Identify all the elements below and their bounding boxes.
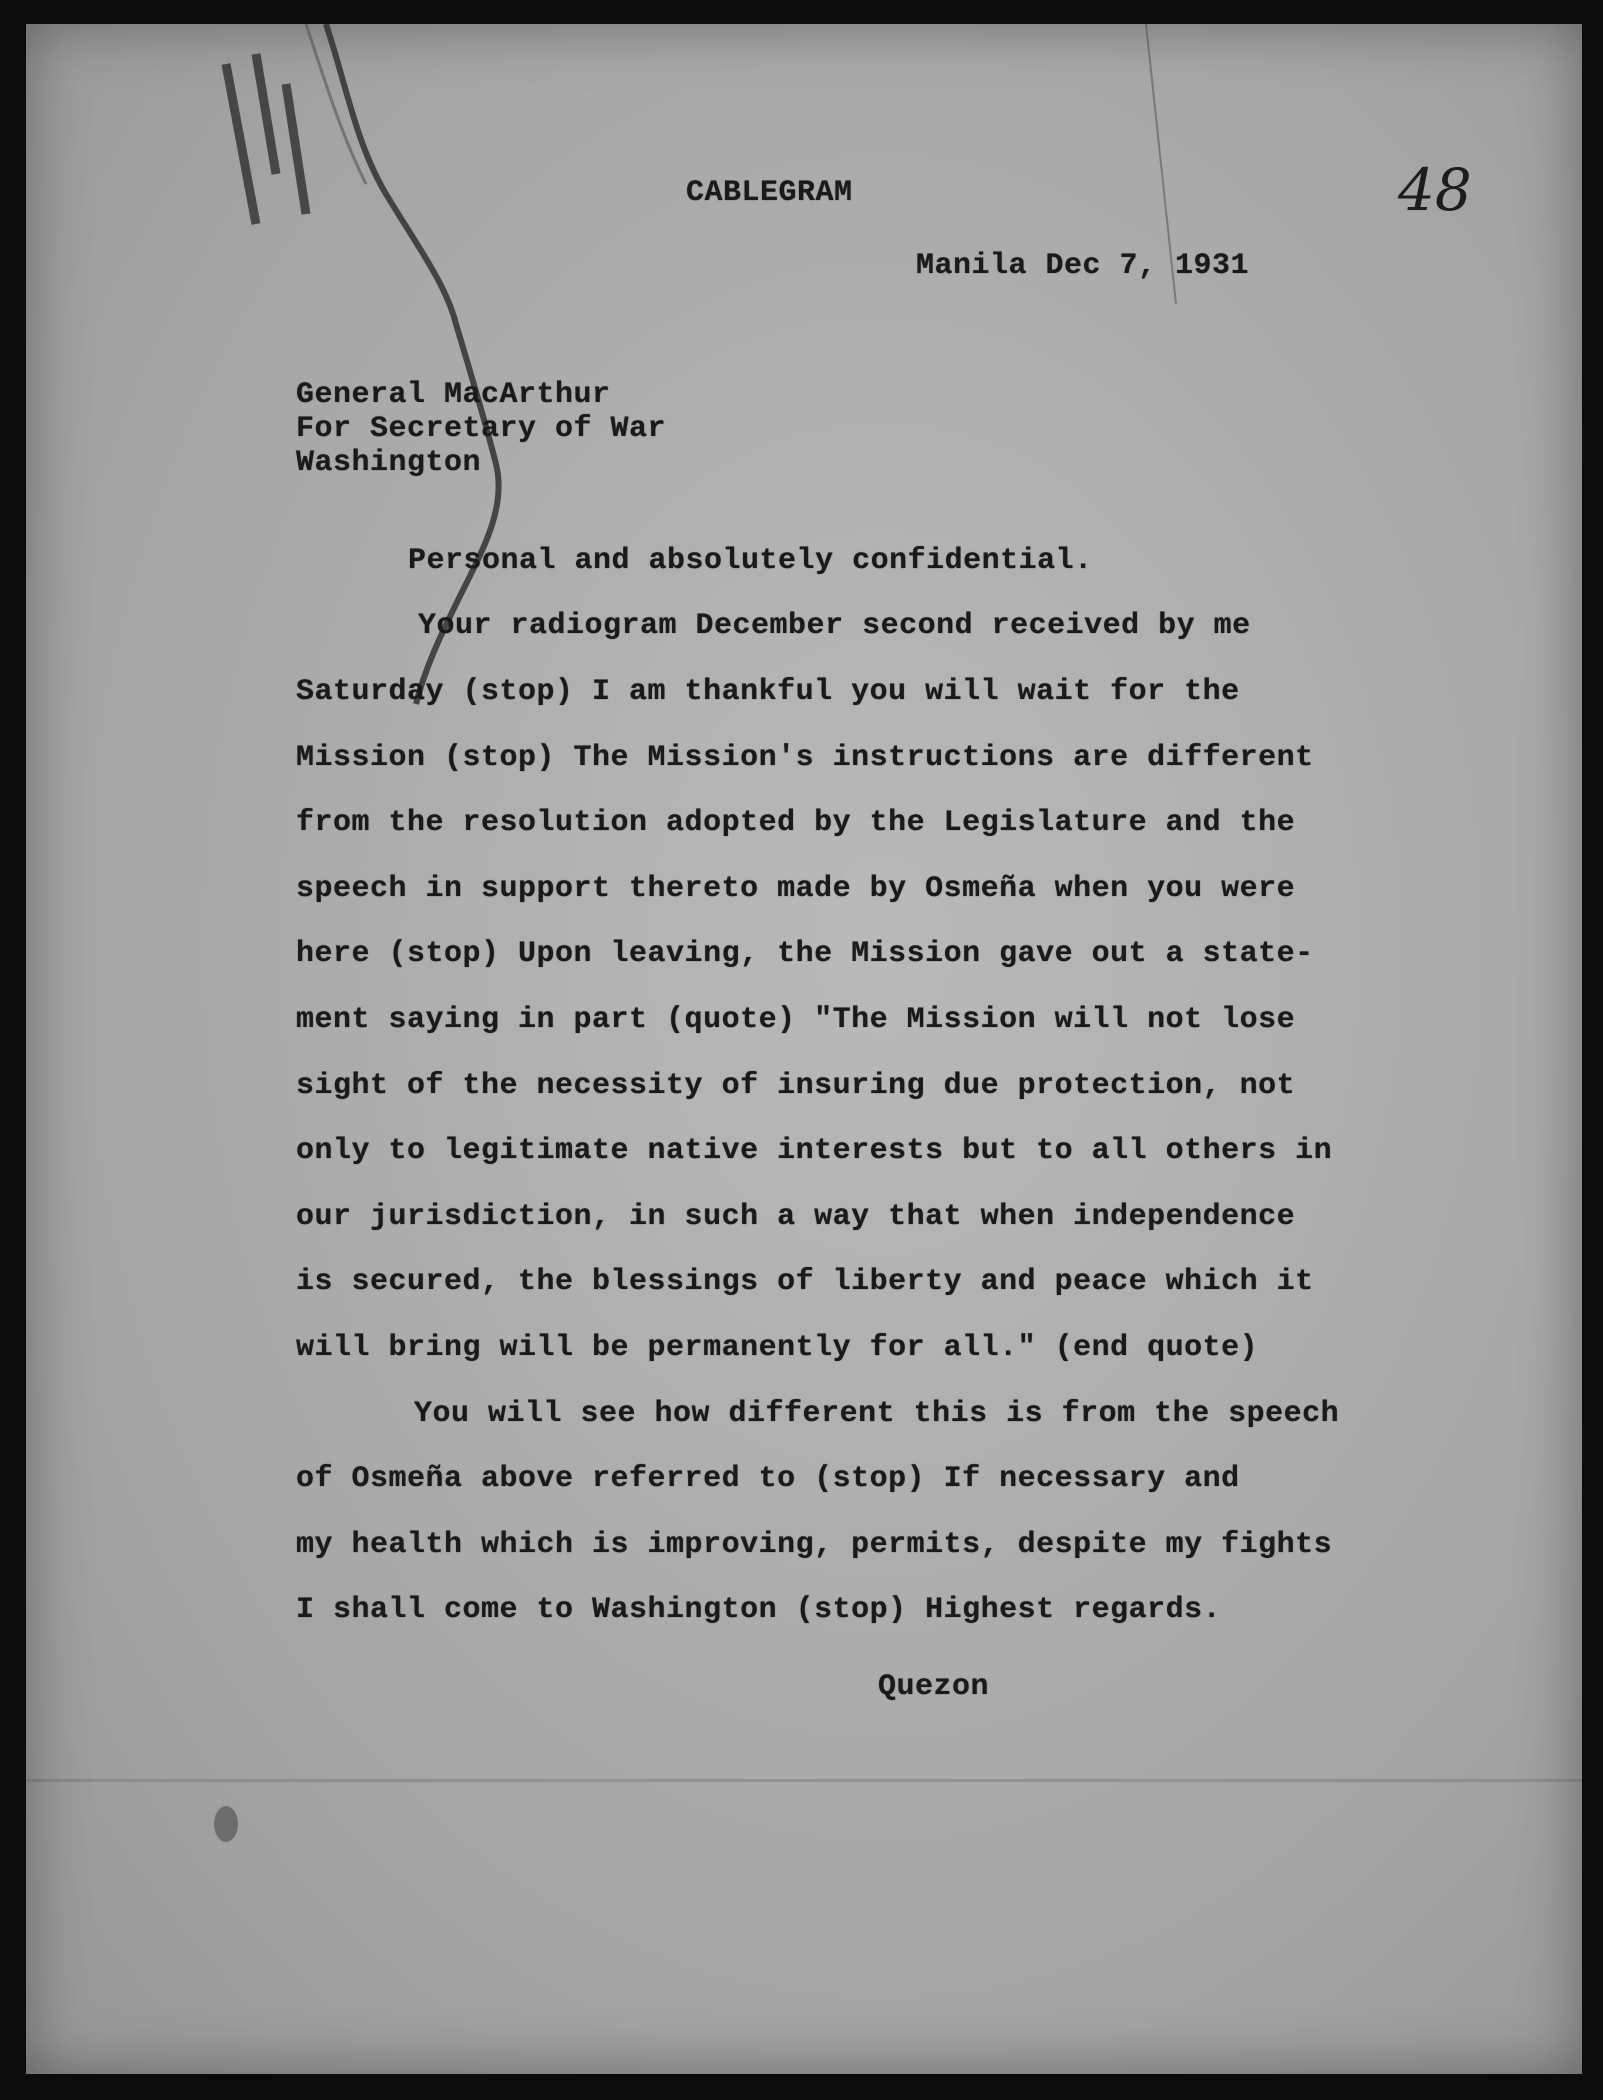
document-title: CABLEGRAM bbox=[686, 176, 853, 210]
body-line: only to legitimate native interests but to all others in bbox=[296, 1134, 1333, 1168]
body-line: is secured, the blessings of liberty and peace which it bbox=[296, 1265, 1314, 1299]
body-line: here (stop) Upon leaving, the Mission gave out a state- bbox=[296, 937, 1314, 971]
body-line: I shall come to Washington (stop) Highest regards. bbox=[296, 1593, 1222, 1627]
address-line-recipient: General MacArthur bbox=[296, 378, 611, 412]
date-line: Manila Dec 7, 1931 bbox=[916, 249, 1250, 283]
body-line: ment saying in part (quote) "The Mission will not lose bbox=[296, 1003, 1296, 1037]
body-line: our jurisdiction, in such a way that when independence bbox=[296, 1200, 1296, 1234]
body-line: my health which is improving, permits, despite my fights bbox=[296, 1528, 1333, 1562]
address-line-city: Washington bbox=[296, 446, 482, 480]
body-line: speech in support thereto made by Osmeña when you were bbox=[296, 872, 1296, 906]
page-number: 48 bbox=[1398, 156, 1472, 224]
body-line: You will see how different this is from the speech bbox=[414, 1397, 1340, 1431]
body-line: Saturday (stop) I am thankful you will wait for the bbox=[296, 675, 1240, 709]
paper-tear-mark bbox=[26, 24, 1582, 2074]
body-line: Your radiogram December second received by me bbox=[418, 609, 1251, 643]
signature: Quezon bbox=[878, 1670, 990, 1704]
body-line: from the resolution adopted by the Legislature and the bbox=[296, 806, 1296, 840]
body-line: of Osmeña above referred to (stop) If necessary and bbox=[296, 1462, 1240, 1496]
address-line-for: For Secretary of War bbox=[296, 412, 667, 446]
body-line: Personal and absolutely confidential. bbox=[408, 544, 1093, 578]
document-page bbox=[26, 24, 1582, 2074]
body-line: will bring will be permanently for all." (end quote) bbox=[296, 1331, 1259, 1365]
body-line: sight of the necessity of insuring due protection, not bbox=[296, 1069, 1296, 1103]
body-line: Mission (stop) The Mission's instructions are different bbox=[296, 741, 1314, 775]
